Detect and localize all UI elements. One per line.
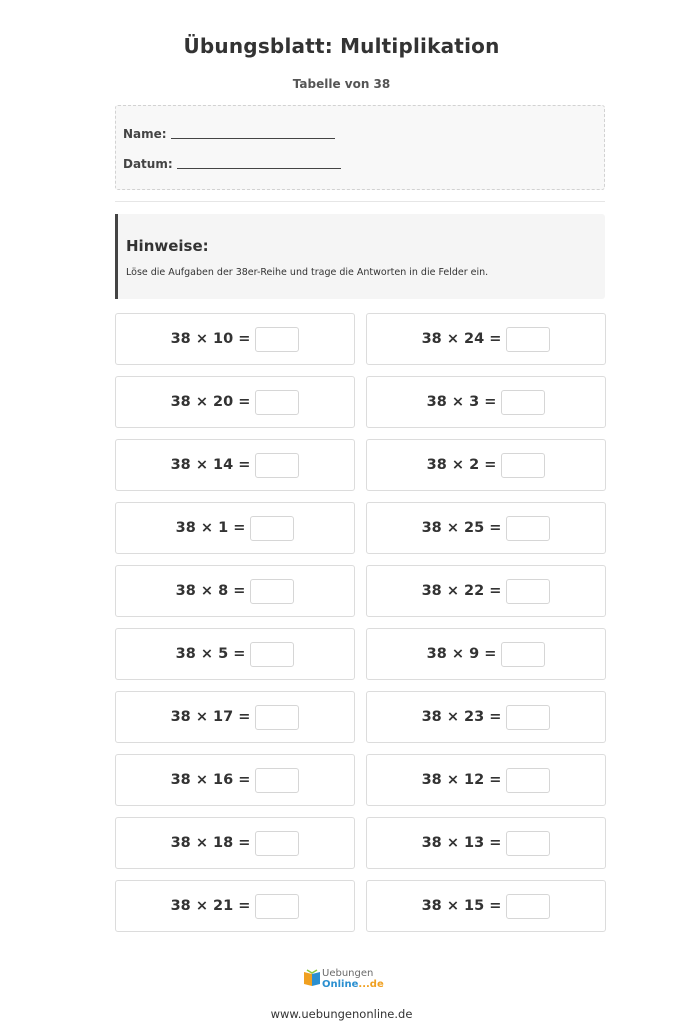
- problem-card: [115, 754, 355, 806]
- site-logo: [303, 966, 383, 992]
- problem-card: [366, 439, 606, 491]
- name-row: [123, 127, 335, 141]
- date-line[interactable]: [177, 168, 341, 169]
- problem-expression: 38 × 15 =: [421, 898, 502, 914]
- section-divider: [115, 201, 605, 202]
- answer-field[interactable]: [506, 516, 550, 541]
- answer-field[interactable]: [255, 390, 299, 415]
- problem-card: [115, 565, 355, 617]
- answer-field[interactable]: [506, 894, 550, 919]
- problem-expression: 38 × 9 =: [426, 646, 497, 662]
- problem-card: [366, 502, 606, 554]
- logo-text-online: Online: [322, 979, 359, 990]
- problem-card: [115, 502, 355, 554]
- footer-url[interactable]: www.uebungenonline.de: [270, 1007, 413, 1021]
- answer-field[interactable]: [255, 894, 299, 919]
- problem-expression: 38 × 24 =: [421, 331, 502, 347]
- problem-card: [115, 376, 355, 428]
- problem-expression: 38 × 22 =: [421, 583, 502, 599]
- page-subtitle: Tabelle von 38: [292, 77, 391, 91]
- hints-text: Löse die Aufgaben der 38er-Reihe und trage die Antworten in die Felder ein.: [126, 267, 489, 278]
- problem-card: [366, 691, 606, 743]
- problem-card: [366, 880, 606, 932]
- answer-field[interactable]: [255, 705, 299, 730]
- logo-text-bottom: [322, 979, 384, 990]
- problem-expression: 38 × 10 =: [170, 331, 251, 347]
- problem-card: [115, 880, 355, 932]
- problem-expression: 38 × 21 =: [170, 898, 251, 914]
- problem-expression: 38 × 17 =: [170, 709, 251, 725]
- problem-expression: 38 × 2 =: [426, 457, 497, 473]
- name-label: Name:: [123, 127, 167, 141]
- problem-expression: 38 × 12 =: [421, 772, 502, 788]
- problem-card: [115, 691, 355, 743]
- problem-card: [366, 565, 606, 617]
- problem-expression: 38 × 5 =: [175, 646, 246, 662]
- answer-field[interactable]: [501, 642, 545, 667]
- problem-expression: 38 × 18 =: [170, 835, 251, 851]
- date-label: Datum:: [123, 157, 173, 171]
- name-line[interactable]: [171, 138, 335, 139]
- problem-card: [366, 313, 606, 365]
- page-title: Übungsblatt: Multiplikation: [183, 34, 500, 58]
- answer-field[interactable]: [255, 327, 299, 352]
- problem-expression: 38 × 16 =: [170, 772, 251, 788]
- answer-field[interactable]: [506, 768, 550, 793]
- answer-field[interactable]: [255, 453, 299, 478]
- problem-expression: 38 × 25 =: [421, 520, 502, 536]
- problem-expression: 38 × 14 =: [170, 457, 251, 473]
- problem-card: [366, 754, 606, 806]
- answer-field[interactable]: [255, 768, 299, 793]
- open-book-logo-icon: [303, 968, 321, 988]
- answer-field[interactable]: [506, 705, 550, 730]
- answer-field[interactable]: [250, 579, 294, 604]
- hints-title: Hinweise:: [126, 237, 209, 255]
- hints-box: [115, 214, 605, 299]
- date-row: [123, 157, 341, 171]
- problem-expression: 38 × 3 =: [426, 394, 497, 410]
- answer-field[interactable]: [250, 642, 294, 667]
- logo-text-top: Uebungen: [322, 968, 374, 979]
- problem-card: [366, 817, 606, 869]
- problem-card: [115, 628, 355, 680]
- problem-expression: 38 × 1 =: [175, 520, 246, 536]
- answer-field[interactable]: [501, 390, 545, 415]
- logo-text-suffix: ...de: [358, 979, 384, 990]
- problem-expression: 38 × 20 =: [170, 394, 251, 410]
- answer-field[interactable]: [506, 831, 550, 856]
- answer-field[interactable]: [255, 831, 299, 856]
- problem-expression: 38 × 13 =: [421, 835, 502, 851]
- student-info-box: [115, 105, 605, 190]
- problem-card: [115, 817, 355, 869]
- answer-field[interactable]: [250, 516, 294, 541]
- answer-field[interactable]: [506, 327, 550, 352]
- problem-expression: 38 × 8 =: [175, 583, 246, 599]
- answer-field[interactable]: [501, 453, 545, 478]
- problem-card: [115, 439, 355, 491]
- answer-field[interactable]: [506, 579, 550, 604]
- problem-card: [115, 313, 355, 365]
- problem-expression: 38 × 23 =: [421, 709, 502, 725]
- problem-card: [366, 376, 606, 428]
- problem-card: [366, 628, 606, 680]
